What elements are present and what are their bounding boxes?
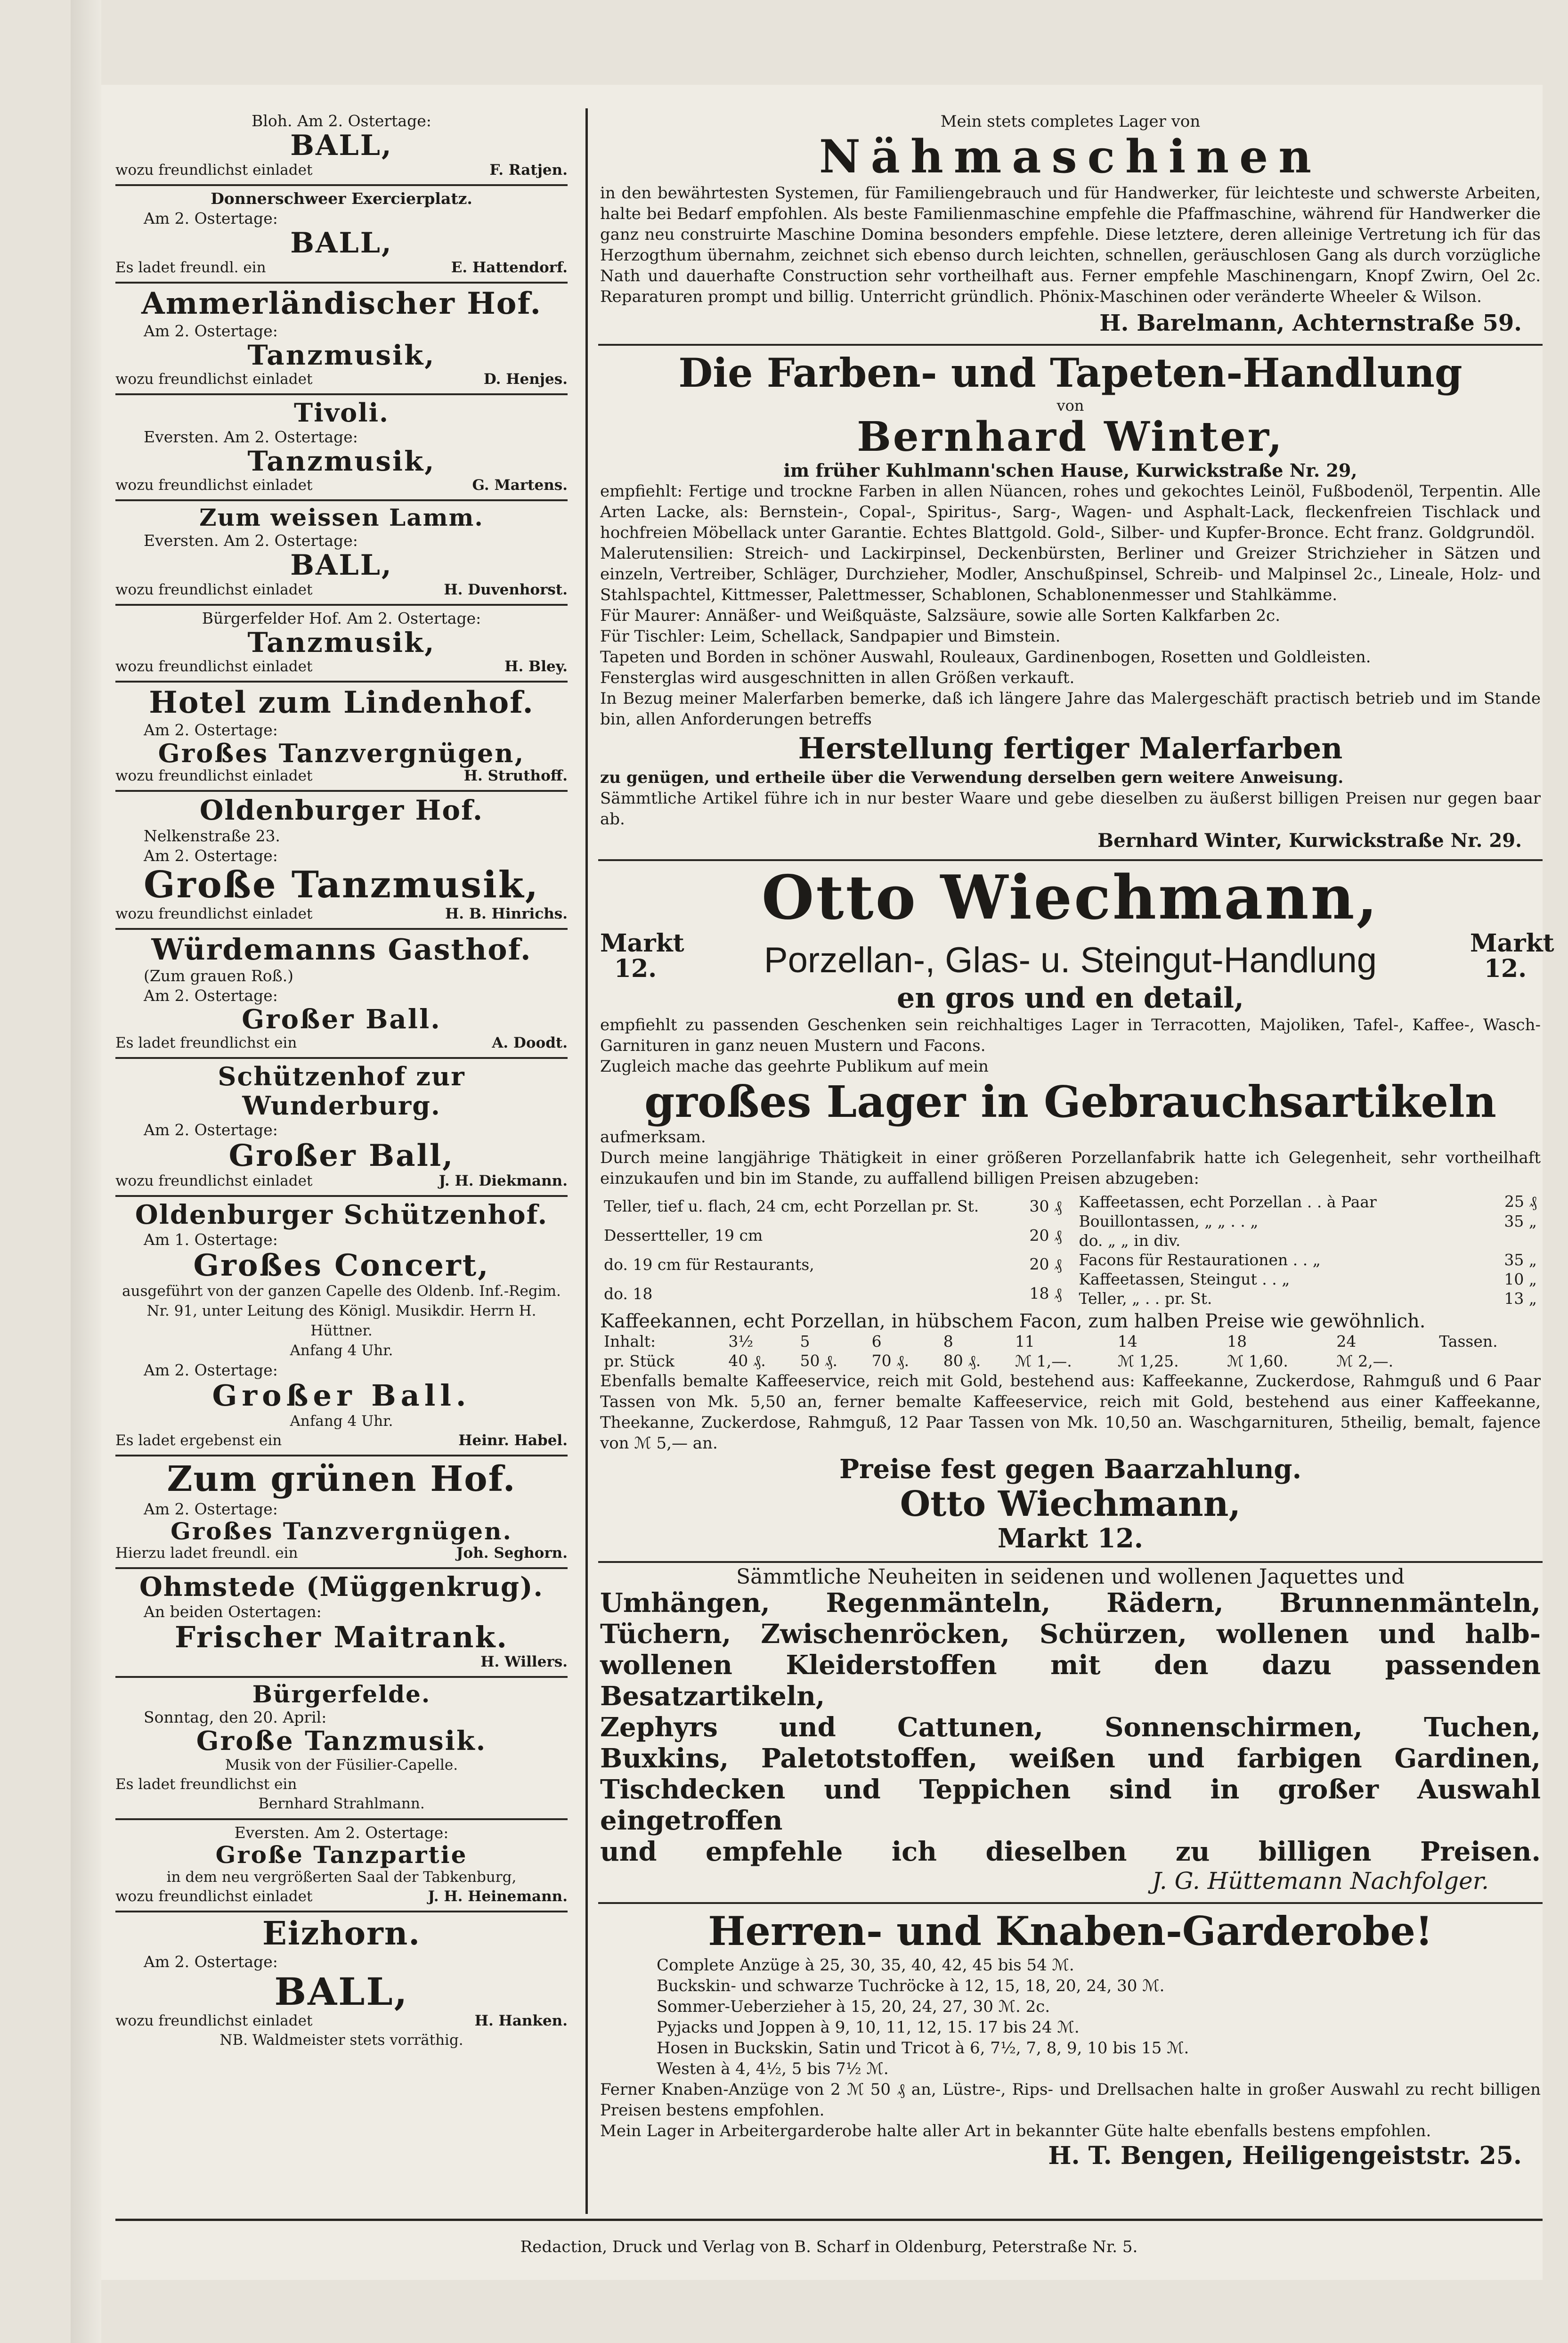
ad-header: Würdemanns Gasthof. [151,932,532,967]
ad-title: Herren- und Knaben-Garderobe! [708,1908,1433,1954]
ad-body: ausgeführt von der ganzen Capelle des Oldenb. Inf.-Regim. Nr. 91, unter Leitung des Königl. Musikdir. Herrn H. Hüttner. [122,1283,561,1340]
signature-label: wozu freundlichst einladet [115,658,313,675]
ad-signature-row [115,580,568,599]
ad-main-title: Große Tanzmusik, [144,863,539,907]
table-cell: Tassen. [1439,1332,1498,1350]
table-row [600,1221,1066,1250]
ad-farben-tapeten [598,346,1543,861]
ad-header: Oldenburger Schützenhof. [135,1199,548,1231]
ad-para: zu genügen, und ertheile über die Verwendung derselben gern weitere Anweisung. [600,768,1344,787]
ad-header: Ammerländischer Hof. [141,286,542,321]
ad-main-title: Tanzmusik, [247,626,436,659]
ad-signature-row [115,766,568,785]
ad-block-left [115,930,568,1059]
table-cell [1487,1231,1541,1250]
ad-line: Tischdecken und Teppichen sind in großer Auswahl eingetroffen [600,1774,1541,1836]
ad-von: von [1056,397,1084,415]
signature-name: A. Doodt. [492,1034,568,1052]
ad-para: Tapeten und Borden in schöner Auswahl, Rouleaux, Gardinenbogen, Rosetten und Goldleisten. [600,648,1371,667]
ad-para: Durch meine langjährige Thätigkeit in einer größeren Porzellanfabrik hatte ich Gelegenheit, sehr vortheilhaft einzukaufen und bin im Stande, zu auffallend billigen Preisen abzugeben: [600,1148,1541,1188]
ad-subline: Am 2. Ostertage: [144,986,278,1005]
table-cell: do. 19 cm für Restaurants, [604,1255,814,1274]
ad-fest: Preise fest gegen Baarzahlung. [839,1454,1302,1485]
ad-para: Für Maurer: Annäßer- und Weißquäste, Salzsäure, sowie alle Sorten Kalkfarben 2c. [600,606,1281,625]
ad-signature-row [115,1172,568,1190]
ad-subline: Am 2. Ostertage: [144,209,278,228]
ad-wiechmann [598,861,1554,1563]
table-cell: Kaffeetassen, Steingut . . „ [1079,1270,1290,1288]
ad-main-title: BALL, [290,548,393,582]
table-cell: 25 ₰ [1504,1192,1537,1211]
ad-subline: Eversten. Am 2. Ostertage: [144,427,358,446]
ad-note: NB. Waldmeister stets vorräthig. [219,2032,463,2049]
ad-para: aufmerksam. [600,1128,706,1147]
signature-label: wozu freundlichst einladet [115,905,313,923]
ad-line: Hosen in Buckskin, Satin und Tricot à 6, 7½, 7, 8, 9, 10 bis 15 ℳ. [657,2039,1189,2058]
sheet-edge [71,0,101,2343]
ad-line: Westen à 4, 4½, 5 bis 7½ ℳ. [657,2059,889,2078]
ad-header: Hotel zum Lindenhof. [149,684,534,720]
ad-subline: Am 2. Ostertage: [144,720,278,739]
price-table-kannen [600,1332,1541,1371]
table-row [1075,1269,1541,1289]
ad-line: Buckskin- und schwarze Tuchröcke à 12, 15, 18, 20, 24, 30 ℳ. [657,1977,1165,1995]
ad-header: Zum grünen Hof. [167,1458,516,1499]
ad-signature-row [115,1887,568,1906]
signature-label: wozu freundlichst einladet [115,370,313,388]
signature-name: E. Hattendorf. [451,259,568,276]
ad-para: Zugleich mache das geehrte Publikum auf mein [600,1057,989,1076]
ad-signature-row [115,1544,568,1562]
signature-label: wozu freundlichst einladet [115,162,313,179]
ad-block-left [115,1820,568,1913]
ad-subline: Am 2. Ostertage: [144,1361,278,1380]
ad-header: Tivoli. [294,397,389,428]
ad-subline: Am 2. Ostertage: [144,1952,278,1971]
signature-label: Hierzu ladet freundl. ein [115,1545,298,1562]
signature-label: Es ladet freundlichst ein [115,1034,297,1052]
table-cell: 11 [1015,1332,1035,1350]
ad-para: Fensterglas wird ausgeschnitten in allen Größen verkauft. [600,668,1075,687]
ad-main-title: Großer Ball, [228,1138,455,1174]
ad-block-left [115,606,568,683]
ad-signature-row [115,2011,568,2030]
table-cell: Bouillontassen, „ „ . . „ [1079,1212,1259,1230]
markt-right: Markt 12. [1470,929,1554,983]
ad-main-title: BALL, [274,1969,409,2014]
ad-para: empfiehlt zu passenden Geschenken sein reichhaltiges Lager in Terracotten, Majoliken, Tafel-, Kaffee-, Wasch-Garnituren in ganz neuen Mustern und Facons. [600,1016,1541,1055]
table-row [600,1192,1066,1221]
ad-body: in den bewährtesten Systemen, für Familiengebrauch und für Handwerker, für leichteste und schwerste Arbeiten, halte bei Bedarf empfohlen. Als beste Familienmaschine empfehle die Pfaffmaschine, während für Handwerker die ganz neu construirte Maschine Domina besonders empfehle. Diese letztere, deren alleinige Vertretung ich für das Herzogthum übernahm, zeichnet sich ebenso durch leichten, schnellen, geräuschlosen Gang als durch vorzügliche Nath und dauerhafte Construction sehr vortheilhaft aus. Ferner empfehle Maschinengarn, Knopf Zwirn, Oel 2c. Reparaturen prompt und billig. Unterricht gründlich. Phönix-Maschinen oder veränderte Wheeler & Wilson. [600,184,1541,306]
table-cell: ℳ 1,—. [1015,1351,1072,1370]
ad-lines [600,1955,1541,2079]
ad-title: Nähmaschinen [819,130,1322,183]
signature-label: Es ladet freundl. ein [115,259,266,276]
table-cell: 20 ₰ [1029,1226,1062,1245]
ad-address: im früher Kuhlmann'schen Hause, Kurwickstraße Nr. 29, [783,460,1357,481]
ad-header: Zum weissen Lamm. [199,503,484,531]
table-row [600,1250,1066,1279]
ad-signature: H. Barelmann, Achternstraße 59. [1099,310,1522,336]
table-cell: 14 [1117,1332,1137,1350]
signature-label: Es ladet ergebenst ein [115,1432,282,1449]
ad-signature-row [115,1431,568,1450]
signature-name: J. H. Diekmann. [439,1172,568,1190]
ad-signature-row [115,904,568,923]
ad-block-left [115,395,568,501]
ad-block-left [115,284,568,395]
ad-signature: J. G. Hüttemann Nachfolger. [1152,1867,1489,1895]
table-cell: Dessertteller, 19 cm [604,1226,763,1245]
ad-signature-row [115,370,568,389]
ad-main-title: Tanzmusik, [247,339,436,371]
table-cell: 40 ₰. [728,1351,766,1370]
table-row [1075,1289,1541,1308]
table-cell: 24 [1336,1332,1357,1350]
ad-main-title: Tanzmusik, [247,445,436,477]
signature-name: G. Martens. [472,476,568,494]
table-row [1075,1212,1541,1231]
ad-main-title: BALL, [290,129,393,162]
ad-midline: Herstellung fertiger Malerfarben [798,731,1343,765]
table-cell: 6 [871,1332,882,1350]
ad-lager: großes Lager in Gebrauchsartikeln [644,1076,1496,1127]
ad-body: Musik von der Füsilier-Capelle. [225,1756,458,1774]
signature-label: wozu freundlichst einladet [115,1172,313,1190]
ad-para: Mein Lager in Arbeitergarderobe halte aller Art in bekannter Güte halte ebenfalls bestens empfohlen. [600,2122,1431,2140]
ad-body: Anfang 4 Uhr. [290,1342,393,1359]
signature-label: wozu freundlichst einladet [115,476,313,494]
ad-subline: Am 2. Ostertage: [144,846,278,865]
table-cell: 70 ₰. [871,1351,910,1370]
table-cell: 35 „ [1504,1251,1537,1269]
ad-line: und empfehle ich dieselben zu billigen Preisen. [600,1836,1541,1867]
ad-note: Bernhard Strahlmann. [258,1795,425,1812]
ad-para: empfiehlt: Fertige und trockne Farben in allen Nüancen, rohes und gekochtes Leinöl, Fußbodenöl, Terpentin. Alle Arten Lacke, als: Bernstein-, Copal-, Spiritus-, Sarg-, Wagen- und Asphalt-Lack, fleckenfreien Tischlack und hochfreien Möbellack unter Garantie. Echtes Blattgold. Gold-, Silber- und Kupfer-Bronce. Echt franz. Goldgrundöl. [600,482,1541,542]
signature-label: wozu freundlichst einladet [115,1888,313,1905]
ad-block-left [115,1197,568,1456]
table-cell: ℳ 1,25. [1117,1351,1179,1370]
ad-para: Für Tischler: Leim, Schellack, Sandpapier und Bimstein. [600,627,1061,646]
ad-signature-row [115,1033,568,1052]
price-table-right [1075,1192,1541,1308]
table-cell: do. „ „ in div. [1079,1231,1181,1250]
ad-block-left [115,683,568,792]
table-cell: do. 18 [604,1284,653,1303]
ad-main-title: Großes Tanzvergnügen, [158,738,525,768]
ad-main-title: Großer Ball. [212,1378,471,1413]
ad-para: In Bezug meiner Malerfarben bemerke, daß ich längere Jahre das Malergeschäft practisch betrieb und im Stande bin, allen Anforderungen betreffs [600,689,1541,729]
price-tables [600,1192,1541,1308]
ad-signature-row [115,258,568,277]
ad-signature-row [115,161,568,179]
table-row [1075,1231,1541,1250]
ad-header: Oldenburger Hof. [199,794,484,827]
table-cell [1435,1351,1541,1371]
table-cell: 10 „ [1504,1270,1537,1288]
ad-line: Tüchern, Zwischenröcken, Schürzen, wollenen und halb- [600,1619,1541,1650]
table-row [600,1279,1066,1308]
ad-body: in dem neu vergrößerten Saal der Tabkenburg, [166,1869,517,1886]
table-cell: 5 [800,1332,810,1350]
signature-name: H. Willers. [480,1653,568,1671]
ad-signature-row [115,1775,568,1794]
ad-signature-row [115,657,568,676]
ad-block-left [115,501,568,606]
ad-block-left [115,108,568,186]
signature-label: wozu freundlichst einladet [115,767,313,785]
ad-bengen [598,1904,1543,2178]
ad-header: Ohmstede (Müggenkrug). [139,1571,544,1603]
table-cell: 3½ [728,1332,754,1350]
ad-header: Bürgerfelde. [252,1680,431,1708]
signature-label: wozu freundlichst einladet [115,2012,313,2030]
ad-main-title: Großer Ball. [242,1004,441,1035]
ad-signature: Bernhard Winter, Kurwickstraße Nr. 29. [1097,830,1522,852]
signature-name: Heinr. Habel. [458,1432,568,1449]
ad-main-title: Große Tanzpartie [215,1840,468,1869]
ad-header: Eversten. Am 2. Ostertage: [234,1823,449,1842]
ad-main-title: Großes Tanzvergnügen. [171,1517,512,1545]
ad-subline: Am 2. Ostertage: [144,1121,278,1139]
ad-subline: Am 2. Ostertage: [144,322,278,340]
table-row [1075,1250,1541,1269]
ad-para: Ferner Knaben-Anzüge von 2 ℳ 50 ₰ an, Lüstre-, Rips- und Drellsachen halte in großer Auswahl zu recht billigen Preisen bestens empfohlen. [600,2080,1541,2120]
ad-block-left [115,1678,568,1820]
ad-line: Zephyrs und Cattunen, Sonnenschirmen, Tuchen, [600,1712,1541,1743]
table-cell: Kaffeetassen, echt Porzellan . . à Paar [1079,1192,1377,1211]
table-cell: Inhalt: [604,1332,656,1350]
ad-para: Sämmtliche Artikel führe ich in nur bester Waare und gebe dieselben zu äußerst billigen Preisen nur gegen baar ab. [600,789,1541,829]
table-cell: Teller, tief u. flach, 24 cm, echt Porzellan pr. St. [604,1197,979,1216]
right-column-ads [598,108,1554,2178]
ad-header: Bloh. Am 2. Ostertage: [252,112,431,130]
ad-line: Buxkins, Paletotstoffen, weißen und farbigen Gardinen, [600,1743,1541,1774]
ad-subtitle2: en gros und en detail, [897,982,1244,1015]
ad-para: Ebenfalls bemalte Kaffeeservice, reich mit Gold, bestehend aus: Kaffeekanne, Zuckerdose, Rahmguß und 6 Paar Tassen von Mk. 5,50 an, ferner bemalte Kaffeeservice, reich mit Gold, bestehend aus einer Kaffeekanne, Theekanne, Zuckerdose, Rahmguß, 12 Paar Tassen von Mk. 10,50 an. Waschgarnituren, 5theilig, bemalt, fajence von ℳ 5,— an. [600,1372,1541,1453]
table-cell: 30 ₰ [1029,1196,1062,1215]
ad-title: Otto Wiechmann, [761,862,1380,933]
table-cell: 50 ₰. [800,1351,837,1370]
signature-label: Es ladet freundlichst ein [115,1775,297,1793]
ad-signature-row [115,1652,568,1671]
ad-subline: An beiden Ostertagen: [144,1603,322,1621]
signature-name: J. H. Heinemann. [428,1888,568,1905]
ad-para: Malerutensilien: Streich- und Lackirpinsel, Deckenbürsten, Berliner und Greizer Strichzieher in Sätzen und einzeln, Vertreiber, Schläger, Durchzieher, Modler, Anschußpinsel, Schreib- und Malpinsel 2c., Lineale, Holz- und Stahlspachtel, Kittmesser, Palettmesser, Schablonen, Schablonenmesser und Stahlkämme. [600,544,1541,604]
ad-line: Pyjacks und Joppen à 9, 10, 11, 12, 15. 17 bis 24 ℳ. [657,2018,1080,2037]
price-table-left [600,1192,1066,1308]
ad-main-title: Großes Concert, [193,1248,490,1284]
ad-signature-row [115,476,568,495]
table-cell: ℳ 1,60. [1227,1351,1288,1370]
signature-name: H. Duvenhorst. [444,581,568,598]
ad-block-left [115,1912,568,2055]
ad-signature: H. T. Bengen, Heiligengeiststr. 25. [1048,2141,1522,2170]
table-cell: Facons für Restaurationen . . „ [1079,1251,1321,1269]
ad-para: Sämmtliche Neuheiten in seidenen und wollenen Jaquettes und [736,1565,1405,1589]
ad-block-left [115,1059,568,1197]
ad-subline: (Zum grauen Roß.) [144,967,294,985]
signature-label: wozu freundlichst einladet [115,581,313,598]
signature-name: H. Hanken. [474,2012,568,2030]
table-cell: 18 [1227,1332,1247,1350]
ad-header: Bürgerfelder Hof. Am 2. Ostertage: [202,609,481,627]
ad-block-left [115,1569,568,1678]
signature-name: D. Henjes. [483,370,568,388]
table-cell: Teller, „ . . pr. St. [1079,1289,1212,1308]
ad-naehmaschinen [598,108,1543,346]
ad-title: Die Farben- und Tapeten-Handlung [678,350,1462,396]
column-divider [585,108,588,2214]
table-cell: 80 ₰. [943,1351,981,1370]
table-row [1075,1192,1541,1212]
signature-name: H. B. Hinrichs. [445,905,568,923]
ad-line: Complete Anzüge à 25, 30, 35, 40, 42, 45 bis 54 ℳ. [657,1956,1074,1975]
ad-huettemann [598,1563,1543,1904]
signature-name: H. Struthoff. [463,767,568,785]
ad-main-title: Große Tanzmusik. [196,1725,487,1757]
ad-name: Bernhard Winter, [857,413,1284,461]
table-row [600,1351,1541,1371]
ad-subline: Am 2. Ostertage: [144,1499,278,1518]
ad-body: Anfang 4 Uhr. [290,1412,393,1430]
ad-line: Sommer-Ueberzieher à 15, 20, 24, 27, 30 ℳ. 2c. [657,1997,1050,2016]
left-column-ads [115,108,568,2055]
ad-main-title: BALL, [290,227,393,260]
signature-name: H. Bley. [504,658,568,675]
ad-subline: Sonntag, den 20. April: [144,1708,327,1727]
table-cell: pr. Stück [604,1351,674,1370]
ad-intro: Mein stets completes Lager von [940,112,1201,131]
ad-block-left [115,792,568,930]
table-cell: 20 ₰ [1029,1255,1062,1274]
ad-header: Eizhorn. [262,1915,421,1953]
ad-line: wollenen Kleiderstoffen mit den dazu passenden Besatzartikeln, [600,1650,1541,1712]
ad-subtitle: Porzellan-, Glas- u. Steingut-Handlung [764,940,1377,980]
table-cell: ℳ 2,—. [1336,1351,1394,1370]
table-cell: 35 „ [1504,1212,1537,1230]
table-cell: 13 „ [1504,1289,1537,1308]
ad-kannen: Kaffeekannen, echt Porzellan, in hübschem Facon, zum halben Preise wie gewöhnlich. [600,1310,1426,1332]
ad-name2: Otto Wiechmann, [900,1484,1241,1524]
signature-name: Joh. Seghorn. [456,1545,568,1562]
ad-header: Donnerschweer Exercierplatz. [211,189,472,208]
ad-subheader [600,929,1554,983]
ad-block-left [115,1456,568,1570]
signature-name: F. Ratjen. [489,162,568,179]
table-cell: 8 [943,1332,953,1350]
ad-subline: Eversten. Am 2. Ostertage: [144,531,358,550]
ad-block-left [115,186,568,284]
ad-main-title: Frischer Maitrank. [174,1620,509,1655]
imprint: Redaction, Druck und Verlag von B. Scharf in Oldenburg, Peterstraße Nr. 5. [520,2237,1138,2256]
ad-header: Schützenhof zur Wunderburg. [218,1061,465,1121]
ad-subline: Nelkenstraße 23. [144,827,280,846]
ad-markt2: Markt 12. [997,1523,1144,1554]
table-row [600,1332,1541,1351]
bottom-rule [115,2219,1543,2221]
ad-subline: Am 1. Ostertage: [144,1230,278,1249]
table-cell: 18 ₰ [1029,1284,1062,1303]
markt-left: Markt 12. [600,929,684,983]
ad-line: Umhängen, Regenmänteln, Rädern, Brunnenmänteln, [600,1587,1541,1619]
ad-lines [600,1587,1541,1867]
